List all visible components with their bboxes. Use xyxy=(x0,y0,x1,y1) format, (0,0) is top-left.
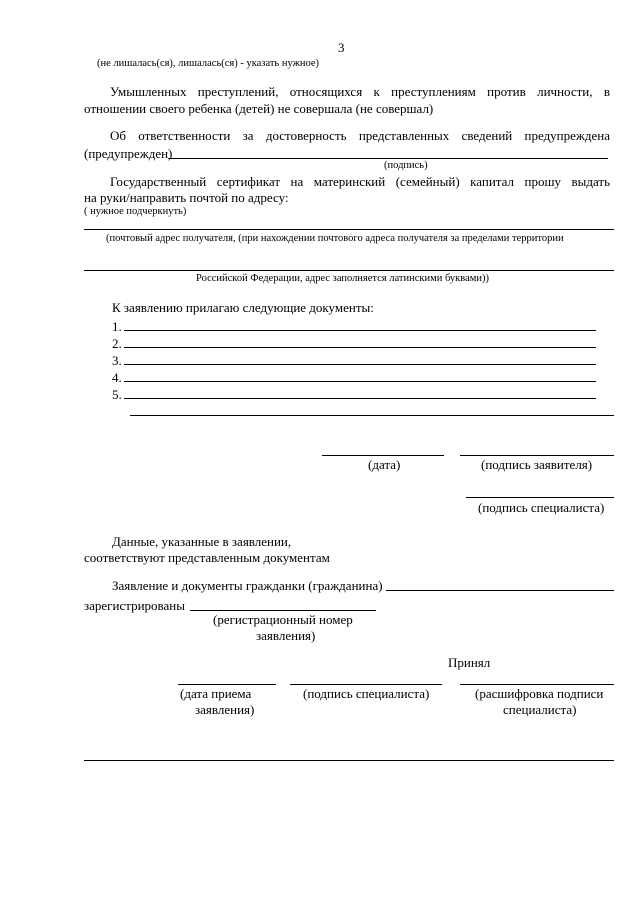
signature-decode-caption-2: специалиста) xyxy=(503,702,577,717)
document-line-4[interactable] xyxy=(124,381,596,382)
registration-number-line[interactable] xyxy=(190,610,376,611)
deprivation-note: (не лишалась(ся), лишалась(ся) - указать нужное) xyxy=(97,58,319,69)
responsibility-line-2: (предупрежден) xyxy=(84,146,173,161)
acceptance-specialist-signature-line[interactable] xyxy=(290,684,442,685)
document-number: 1. xyxy=(112,319,122,334)
address-line-1[interactable] xyxy=(84,229,614,230)
crimes-line-2: отношении своего ребенка (детей) не совершала (не совершал) xyxy=(84,101,434,116)
document-line-5[interactable] xyxy=(124,398,596,399)
document-line-1[interactable] xyxy=(124,330,596,331)
specialist-signature-caption: (подпись специалиста) xyxy=(478,500,605,515)
bottom-line[interactable] xyxy=(84,760,614,761)
document-number: 4. xyxy=(112,370,122,385)
responsibility-line-1: Об ответственности за достоверность представленных сведений предупреждена xyxy=(110,128,610,143)
registration-line-1: Заявление и документы гражданки (гражданина) xyxy=(112,578,383,593)
verification-line-2: соответствуют представленным документам xyxy=(84,550,330,565)
applicant-signature-line[interactable] xyxy=(460,455,614,456)
document-number: 2. xyxy=(112,336,122,351)
signature-decode-caption-1: (расшифровка подписи xyxy=(475,686,604,701)
date-line[interactable] xyxy=(322,455,444,456)
document-line-2[interactable] xyxy=(124,347,596,348)
signature-decode-line[interactable] xyxy=(460,684,614,685)
page-number: 3 xyxy=(338,40,345,55)
registration-number-caption-1: (регистрационный номер xyxy=(213,612,353,627)
acceptance-date-caption-2: заявления) xyxy=(195,702,255,717)
registration-line-2: зарегистрированы xyxy=(84,598,185,613)
citizen-name-line[interactable] xyxy=(386,590,614,591)
crimes-line-1: Умышленных преступлений, относящихся к преступлениям против личности, в xyxy=(110,84,610,99)
address-caption-1: (почтовый адрес получателя, (при нахождении почтового адреса получателя за пределами территории xyxy=(106,233,564,244)
certificate-line-1: Государственный сертификат на материнский (семейный) капитал прошу выдать xyxy=(110,174,610,189)
acceptance-date-line[interactable] xyxy=(178,684,276,685)
address-caption-2: Российской Федерации, адрес заполняется латинскими буквами)) xyxy=(196,273,490,284)
specialist-signature-line[interactable] xyxy=(466,497,614,498)
underline-note: ( нужное подчеркнуть) xyxy=(84,206,187,217)
acceptance-specialist-signature-caption: (подпись специалиста) xyxy=(303,686,430,701)
verification-line-1: Данные, указанные в заявлении, xyxy=(112,534,292,549)
accepted-label: Принял xyxy=(448,655,491,670)
signature-caption: (подпись) xyxy=(384,160,428,171)
document-number: 3. xyxy=(112,353,122,368)
registration-number-caption-2: заявления) xyxy=(256,628,316,643)
date-caption: (дата) xyxy=(368,457,401,472)
acceptance-date-caption-1: (дата приема xyxy=(180,686,252,701)
applicant-signature-caption: (подпись заявителя) xyxy=(481,457,593,472)
document-line-3[interactable] xyxy=(124,364,596,365)
document-number: 5. xyxy=(112,387,122,402)
documents-heading: К заявлению прилагаю следующие документы: xyxy=(112,300,374,315)
certificate-line-2: на руки/направить почтой по адресу: xyxy=(84,190,289,205)
responsibility-signature-line[interactable] xyxy=(168,158,608,159)
document-extra-line[interactable] xyxy=(130,415,614,416)
address-line-2[interactable] xyxy=(84,270,614,271)
